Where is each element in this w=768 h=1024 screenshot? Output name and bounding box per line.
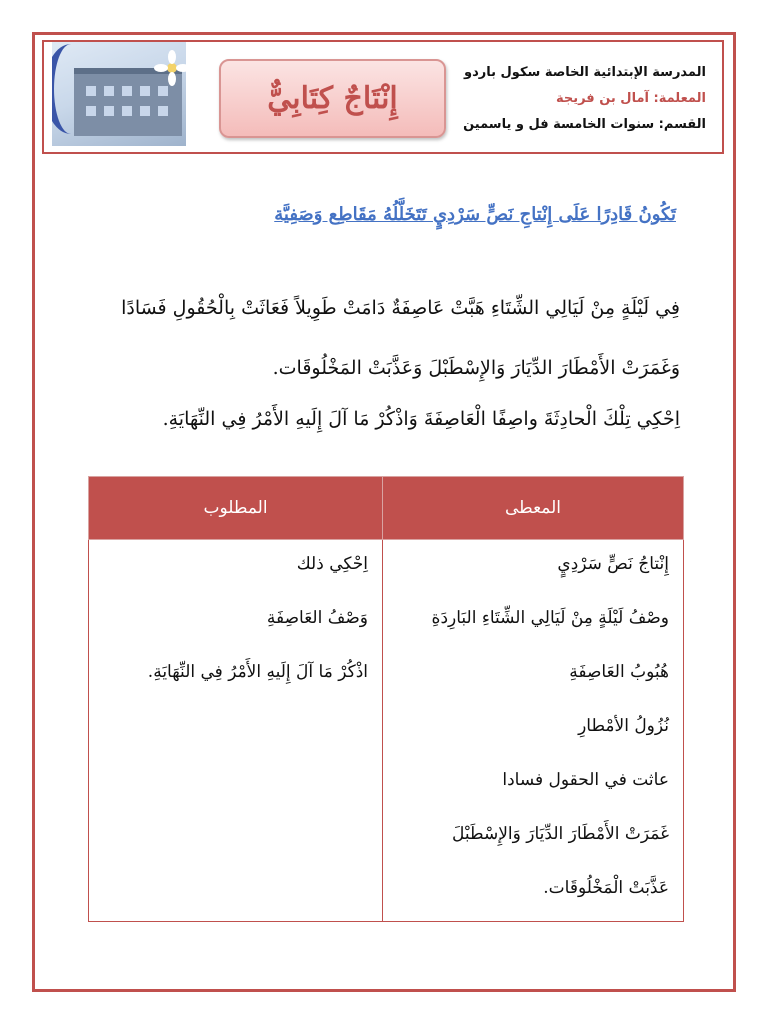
- school-name: المدرسة الإبتدائية الخاصة سكول باردو: [464, 65, 706, 80]
- window-shape: [122, 106, 132, 116]
- window-shape: [86, 86, 96, 96]
- given-item: عَذَّبَتْ الْمَخْلُوقَات.: [543, 878, 669, 898]
- window-shape: [122, 86, 132, 96]
- story-paragraph: [80, 278, 680, 398]
- class-label: القسم: سنوات الخامسة فل و ياسمين: [463, 117, 706, 132]
- given-item: عاثت في الحقول فسادا: [502, 770, 669, 790]
- window-shape: [140, 106, 150, 116]
- given-item: وصْفُ لَيْلَةٍ مِنْ لَيَالِي الشِّتَاءِ البَارِدَةِ: [431, 608, 669, 628]
- required-item: وَصْفُ العَاصِفَةِ: [266, 608, 368, 628]
- given-column-header: المعطى: [383, 477, 684, 540]
- teacher-name: المعلمة: آمال بن فريجة: [555, 91, 706, 106]
- paragraph-line: فِي لَيْلَةٍ مِنْ لَيَالِي الشِّتَاءِ هَبَّتْ عَاصِفَةٌ دَامَتْ طَوِيلاً فَعَاثَتْ بِالْحُقُولِ فَسَادًا: [121, 297, 680, 319]
- window-shape: [104, 106, 114, 116]
- learning-objective: تَكُونُ قَادِرًا عَلَى إِنْتاجِ نَصٍّ سَرْدِيٍ تَتَخَلَّلُهُ مَقَاطِع وَصَفِيَّة: [274, 204, 676, 225]
- flower-icon: [152, 48, 186, 88]
- given-item: غَمَرَتْ الأَمْطَارَ الدِّيَارَ وَالإِسْطَبْلَ: [452, 824, 669, 844]
- page-title: إِنْتَاجٌ كِتَابِيٌّ: [267, 81, 398, 116]
- school-info: [456, 60, 706, 138]
- window-shape: [140, 86, 150, 96]
- school-photo: [52, 42, 186, 146]
- given-item: إِنْتاجُ نَصٍّ سَرْدِيٍ: [557, 554, 669, 574]
- required-item: اذْكُرْ مَا آلَ إِلَيهِ الأَمْرُ فِي النِّهَايَةِ.: [147, 662, 368, 682]
- window-shape: [86, 106, 96, 116]
- analysis-table: [88, 476, 684, 922]
- required-column: [89, 540, 383, 922]
- window-shape: [158, 106, 168, 116]
- given-column: [383, 540, 684, 922]
- window-shape: [104, 86, 114, 96]
- required-item: اِحْكِي ذلك: [296, 554, 368, 574]
- given-item: هُبُوبُ العَاصِفَةِ: [569, 662, 669, 682]
- required-column-header: المطلوب: [89, 477, 383, 540]
- title-box: [219, 59, 446, 138]
- paragraph-line: وَغَمَرَتْ الأَمْطَارَ الدِّيَارَ وَالإِسْطَبْلَ وَعَذَّبَتْ المَخْلُوقَات.: [272, 357, 680, 379]
- instruction-text: اِحْكِي تِلْكَ الْحادِثَةَ واصِفًا الْعَاصِفَةَ وَاذْكُرْ مَا آلَ إِلَيهِ الأَمْرُ فِي النِّهَايَةِ.: [162, 408, 680, 430]
- given-item: نُزُولُ الأمْطارِ: [578, 716, 669, 736]
